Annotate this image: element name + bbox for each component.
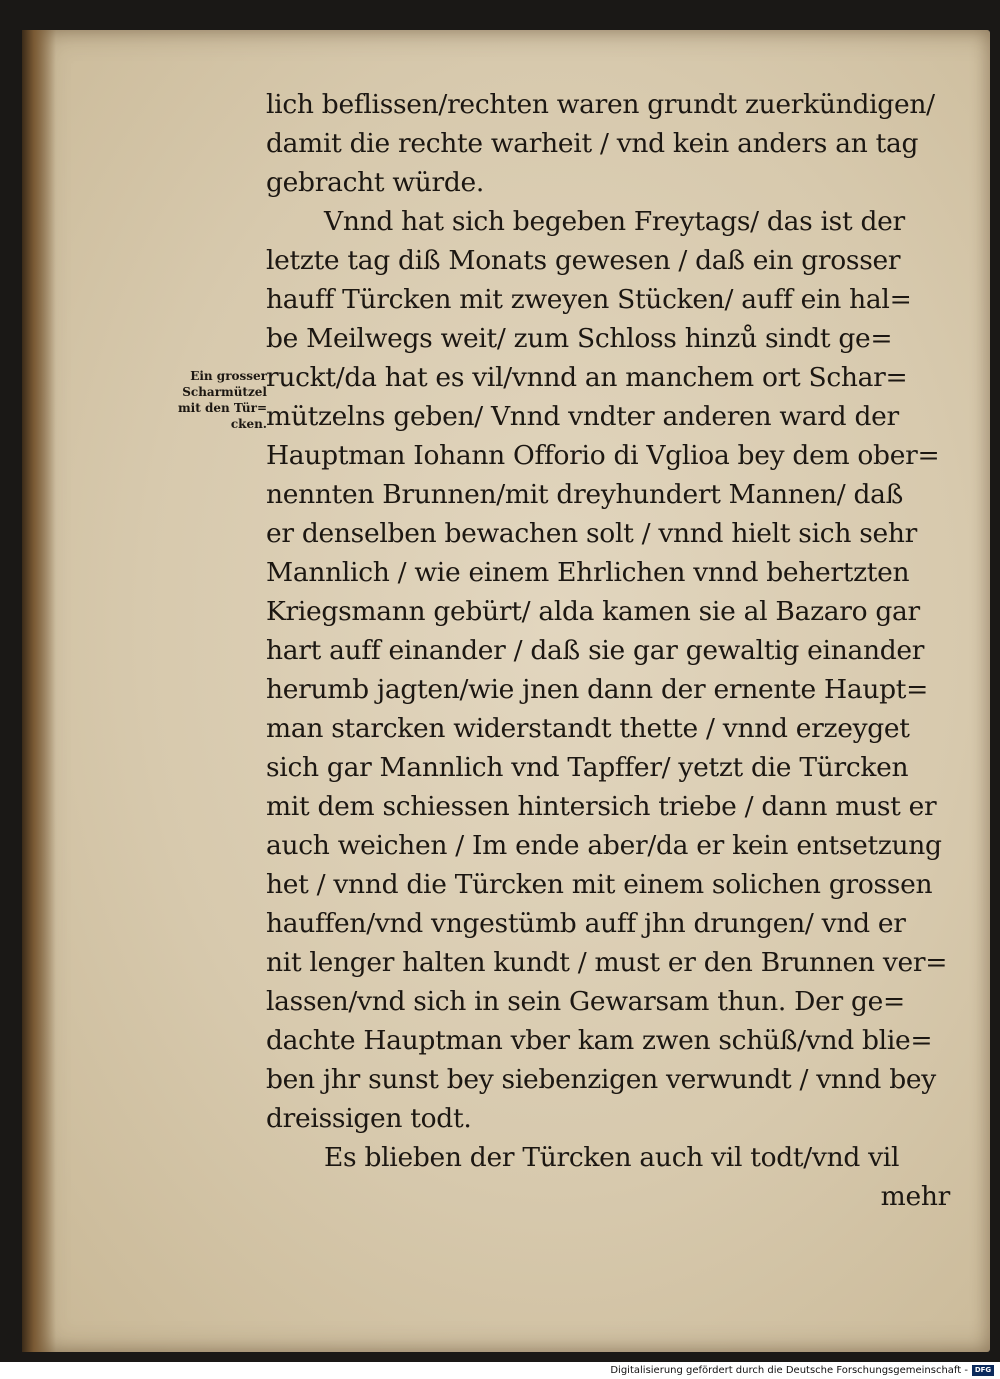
- text-line: dachte Hauptman vber kam zwen schüß/vnd blie=: [266, 1025, 933, 1056]
- footer-bar: [0, 1362, 1000, 1379]
- paragraph-start-line: Es blieben der Türcken auch vil todt/vnd vil: [324, 1142, 900, 1173]
- text-line: hauff Türcken mit zweyen Stücken/ auff ein hal=: [266, 284, 912, 315]
- text-line: be Meilwegs weit/ zum Schloss hinzů sindt ge=: [266, 323, 893, 354]
- text-line: Hauptman Iohann Offorio di Vglioa bey dem ober=: [266, 440, 940, 471]
- text-line: Kriegsmann gebürt/ alda kamen sie al Bazaro gar: [266, 596, 920, 627]
- text-line: herumb jagten/wie jnen dann der ernente Haupt=: [266, 674, 929, 705]
- text-line: ruckt/da hat es vil/vnnd an manchem ort Schar=: [266, 362, 908, 393]
- text-line: damit die rechte warheit / vnd kein anders an tag: [266, 128, 919, 159]
- text-line: ben jhr sunst bey siebenzigen verwundt / vnnd bey: [266, 1064, 936, 1095]
- text-line: Mannlich / wie einem Ehrlichen vnnd behertzten: [266, 557, 910, 588]
- funding-notice: Digitalisierung gefördert durch die Deutsche Forschungsgemeinschaft -: [610, 1365, 968, 1376]
- marginal-note: [142, 368, 267, 432]
- marginal-line: Scharmützel: [182, 385, 267, 399]
- text-line: het / vnnd die Türcken mit einem solichen grossen: [266, 869, 933, 900]
- body-text: [266, 85, 966, 1216]
- text-line: nennten Brunnen/mit dreyhundert Mannen/ daß: [266, 479, 904, 510]
- catchword: mehr: [880, 1181, 950, 1212]
- text-line: lassen/vnd sich in sein Gewarsam thun. Der ge=: [266, 986, 905, 1017]
- text-line: auch weichen / Im ende aber/da er kein entsetzung: [266, 830, 942, 861]
- text-line: nit lenger halten kundt / must er den Brunnen ver=: [266, 947, 948, 978]
- text-line: letzte tag diß Monats gewesen / daß ein grosser: [266, 245, 901, 276]
- text-line: sich gar Mannlich vnd Tapffer/ yetzt die Türcken: [266, 752, 909, 783]
- page-gutter: [22, 30, 56, 1352]
- marginal-line: cken.: [230, 417, 267, 431]
- text-line: lich beflissen/rechten waren grundt zuerkündigen/: [266, 89, 935, 120]
- text-line: gebracht würde.: [266, 167, 485, 198]
- paragraph-start-line: Vnnd hat sich begeben Freytags/ das ist der: [324, 206, 905, 237]
- dfg-logo: DFG: [972, 1365, 994, 1376]
- marginal-line: Ein grosser: [190, 369, 267, 383]
- text-line: hart auff einander / daß sie gar gewaltig einander: [266, 635, 925, 666]
- text-line: mützelns geben/ Vnnd vndter anderen ward der: [266, 401, 899, 432]
- text-line: dreissigen todt.: [266, 1103, 472, 1134]
- marginal-line: mit den Tür=: [177, 401, 267, 415]
- text-line: er denselben bewachen solt / vnnd hielt sich sehr: [266, 518, 918, 549]
- text-line: mit dem schiessen hintersich triebe / dann must er: [266, 791, 937, 822]
- text-line: hauffen/vnd vngestümb auff jhn drungen/ vnd er: [266, 908, 906, 939]
- text-line: man starcken widerstandt thette / vnnd erzeyget: [266, 713, 910, 744]
